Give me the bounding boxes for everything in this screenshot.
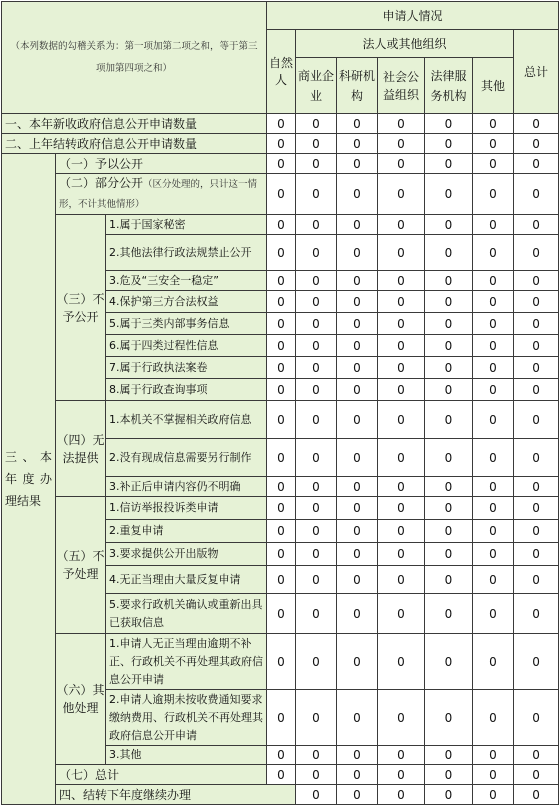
cell-value: 0 (296, 765, 337, 785)
cell-value: 0 (296, 154, 337, 174)
cell-value: 0 (337, 174, 378, 215)
cell-value: 0 (514, 594, 559, 634)
cell-value: 0 (337, 271, 378, 291)
cell-value: 0 (337, 134, 378, 154)
cell-value: 0 (473, 357, 514, 379)
cell-value: 0 (473, 215, 514, 235)
cell-value: 0 (473, 746, 514, 765)
cell-value: 0 (425, 313, 473, 335)
cell-value: 0 (514, 114, 559, 134)
cell-value: 0 (425, 765, 473, 785)
header-research: 科研机构 (337, 58, 378, 114)
cell-value: 0 (473, 401, 514, 439)
cell-value: 0 (378, 520, 425, 543)
cell-value: 0 (337, 785, 378, 805)
cell-value: 0 (514, 746, 559, 765)
cell-value: 0 (267, 746, 296, 765)
cell-value: 0 (473, 594, 514, 634)
cell-value: 0 (337, 543, 378, 566)
cell-value: 0 (514, 154, 559, 174)
cell-value: 0 (337, 765, 378, 785)
cell-value: 0 (296, 520, 337, 543)
cell-value: 0 (378, 765, 425, 785)
cell-value: 0 (337, 215, 378, 235)
cell-value: 0 (514, 520, 559, 543)
cell-value: 0 (425, 271, 473, 291)
cell-value: 0 (337, 379, 378, 401)
group-label-g4: （四）无法提供 (56, 401, 106, 497)
cell-value: 0 (473, 439, 514, 477)
cell-value: 0 (514, 215, 559, 235)
cell-value: 0 (296, 634, 337, 690)
cell-value: 0 (514, 634, 559, 690)
cell-value: 0 (378, 690, 425, 746)
cell-value: 0 (296, 313, 337, 335)
cell-value: 0 (337, 335, 378, 357)
cell-value: 0 (473, 477, 514, 497)
cell-value: 0 (514, 785, 559, 805)
header-other: 其他 (473, 58, 514, 114)
cell-value: 0 (296, 785, 337, 805)
cell-value: 0 (378, 439, 425, 477)
cell-value: 0 (425, 594, 473, 634)
cell-value: 0 (296, 477, 337, 497)
row-label: 5.要求行政机关确认或重新出具已获取信息 (106, 594, 267, 634)
header-note: （本列数据的勾稽关系为：第一项加第二项之和，等于第三项加第四项之和） (2, 2, 267, 114)
cell-value: 0 (514, 765, 559, 785)
cell-value: 0 (473, 335, 514, 357)
cell-value: 0 (514, 477, 559, 497)
cell-value: 0 (425, 357, 473, 379)
table-row (2, 785, 559, 805)
cell-value: 0 (267, 594, 296, 634)
cell-value: 0 (378, 335, 425, 357)
group-label-g6: （六）其他处理 (56, 634, 106, 765)
cell-value: 0 (514, 357, 559, 379)
cell-value: 0 (296, 335, 337, 357)
cell-value: 0 (337, 401, 378, 439)
cell-value: 0 (337, 313, 378, 335)
row-label (56, 174, 267, 215)
cell-value: 0 (425, 746, 473, 765)
group-label-g3: （三）不予公开 (56, 215, 106, 401)
cell-value: 0 (425, 134, 473, 154)
cell-value: 0 (337, 690, 378, 746)
cell-value: 0 (296, 379, 337, 401)
cell-value: 0 (514, 271, 559, 291)
cell-value: 0 (267, 379, 296, 401)
row-label: 1.信访举报投诉类申请 (106, 497, 267, 520)
cell-value: 0 (378, 543, 425, 566)
cell-value: 0 (473, 543, 514, 566)
cell-value: 0 (267, 634, 296, 690)
cell-value: 0 (267, 291, 296, 313)
row-label: 一、本年新收政府信息公开申请数量 (2, 114, 267, 134)
row-label: 4.无正当理由大量反复申请 (106, 566, 267, 594)
row-label: 2.其他法律行政法规禁止公开 (106, 235, 267, 271)
cell-value: 0 (425, 235, 473, 271)
cell-value: 0 (378, 566, 425, 594)
cell-value: 0 (514, 335, 559, 357)
cell-value: 0 (337, 520, 378, 543)
table-row (2, 497, 559, 520)
row-label: 5.属于三类内部事务信息 (106, 313, 267, 335)
cell-value: 0 (473, 520, 514, 543)
row-label: 3.危及“三安全一稳定” (106, 271, 267, 291)
row-label-note: （区分处理的，只计这一情形，不计其他情形） (59, 179, 258, 210)
cell-value: 0 (425, 154, 473, 174)
cell-value: 0 (378, 271, 425, 291)
row-label: （一）予以公开 (56, 154, 267, 174)
cell-value: 0 (514, 134, 559, 154)
row-label: 二、上年结转政府信息公开申请数量 (2, 134, 267, 154)
row-label: 1.属于国家秘密 (106, 215, 267, 235)
cell-value: 0 (473, 291, 514, 313)
cell-value: 0 (514, 291, 559, 313)
cell-value: 0 (473, 313, 514, 335)
cell-value: 0 (473, 497, 514, 520)
cell-value: 0 (267, 313, 296, 335)
row-label: 8.属于行政查询事项 (106, 379, 267, 401)
cell-value: 0 (425, 379, 473, 401)
cell-value: 0 (514, 401, 559, 439)
cell-value: 0 (337, 634, 378, 690)
row-label: 四、结转下年度继续办理 (56, 785, 296, 805)
cell-value: 0 (267, 134, 296, 154)
cell-value: 0 (514, 543, 559, 566)
cell-value: 0 (267, 543, 296, 566)
row-label: 3.要求提供公开出版物 (106, 543, 267, 566)
table-row (2, 401, 559, 439)
cell-value: 0 (425, 215, 473, 235)
cell-value: 0 (337, 477, 378, 497)
cell-value: 0 (296, 114, 337, 134)
cell-value: 0 (378, 313, 425, 335)
cell-value: 0 (514, 235, 559, 271)
cell-value: 0 (473, 690, 514, 746)
cell-value: 0 (296, 401, 337, 439)
cell-value: 0 (267, 497, 296, 520)
cell-value: 0 (378, 497, 425, 520)
cell-value: 0 (337, 235, 378, 271)
cell-value: 0 (267, 566, 296, 594)
cell-value: 0 (514, 690, 559, 746)
cell-value: 0 (267, 690, 296, 746)
group-label-g5: （五）不予处理 (56, 497, 106, 634)
cell-value: 0 (473, 634, 514, 690)
cell-value: 0 (378, 357, 425, 379)
cell-value: 0 (296, 215, 337, 235)
cell-value: 0 (425, 174, 473, 215)
cell-value: 0 (267, 477, 296, 497)
header-total: 总计 (514, 30, 559, 114)
cell-value: 0 (473, 114, 514, 134)
cell-value: 0 (296, 543, 337, 566)
row-label: 3.补正后申请内容仍不明确 (106, 477, 267, 497)
table-row (2, 765, 559, 785)
row-label: 2.重复申请 (106, 520, 267, 543)
cell-value: 0 (473, 566, 514, 594)
cell-value: 0 (378, 401, 425, 439)
cell-value: 0 (337, 439, 378, 477)
cell-value: 0 (337, 114, 378, 134)
cell-value: 0 (296, 690, 337, 746)
row-label: 2.申请人逾期未按收费通知要求缴纳费用、行政机关不再处理其政府信息公开申请 (106, 690, 267, 746)
cell-value: 0 (267, 439, 296, 477)
cell-value: 0 (378, 291, 425, 313)
cell-value: 0 (473, 134, 514, 154)
cell-value: 0 (473, 271, 514, 291)
section3-label: 三、本年度办理结果 (2, 154, 56, 805)
cell-value: 0 (378, 114, 425, 134)
cell-value: 0 (425, 114, 473, 134)
cell-value: 0 (296, 271, 337, 291)
table-row (2, 134, 559, 154)
cell-value: 0 (267, 174, 296, 215)
cell-value: 0 (473, 174, 514, 215)
row-label: 2.没有现成信息需要另行制作 (106, 439, 267, 477)
cell-value: 0 (296, 594, 337, 634)
cell-value: 0 (267, 215, 296, 235)
cell-value: 0 (337, 291, 378, 313)
disclosure-stats-table (1, 1, 559, 805)
cell-value: 0 (267, 114, 296, 134)
cell-value: 0 (514, 566, 559, 594)
cell-value: 0 (267, 520, 296, 543)
cell-value: 0 (337, 154, 378, 174)
cell-value: 0 (378, 379, 425, 401)
cell-value: 0 (296, 357, 337, 379)
cell-value: 0 (425, 634, 473, 690)
cell-value: 0 (514, 379, 559, 401)
cell-value: 0 (425, 690, 473, 746)
table-row (2, 634, 559, 690)
cell-value: 0 (378, 134, 425, 154)
row-label: 6.属于四类过程性信息 (106, 335, 267, 357)
cell-value: 0 (378, 785, 425, 805)
cell-value: 0 (425, 520, 473, 543)
cell-value: 0 (378, 594, 425, 634)
cell-value: 0 (425, 477, 473, 497)
cell-value: 0 (473, 765, 514, 785)
cell-value: 0 (267, 357, 296, 379)
cell-value: 0 (296, 746, 337, 765)
cell-value: 0 (473, 154, 514, 174)
cell-value: 0 (296, 235, 337, 271)
cell-value: 0 (473, 235, 514, 271)
cell-value: 0 (514, 174, 559, 215)
header-applicant-info: 申请人情况 (267, 2, 559, 30)
header-commercial: 商业企业 (296, 58, 337, 114)
cell-value: 0 (267, 335, 296, 357)
cell-value: 0 (337, 594, 378, 634)
row-label: 1.本机关不掌握相关政府信息 (106, 401, 267, 439)
cell-value: 0 (378, 235, 425, 271)
cell-value: 0 (425, 439, 473, 477)
cell-value: 0 (296, 497, 337, 520)
cell-value: 0 (425, 566, 473, 594)
table-row (2, 114, 559, 134)
header-public-welfare: 社会公益组织 (378, 58, 425, 114)
cell-value: 0 (337, 497, 378, 520)
cell-value: 0 (378, 174, 425, 215)
table-row (2, 215, 559, 235)
header-legal-service: 法律服务机构 (425, 58, 473, 114)
cell-value: 0 (514, 313, 559, 335)
cell-value: 0 (425, 497, 473, 520)
row-label-text: （二）部分公开 (59, 176, 144, 190)
cell-value: 0 (378, 477, 425, 497)
header-legal-org-group: 法人或其他组织 (296, 30, 514, 58)
cell-value: 0 (296, 291, 337, 313)
table-row (2, 174, 559, 215)
cell-value: 0 (296, 174, 337, 215)
cell-value: 0 (514, 497, 559, 520)
cell-value: 0 (378, 746, 425, 765)
cell-value: 0 (425, 291, 473, 313)
cell-value: 0 (337, 566, 378, 594)
row-label: 7.属于行政执法案卷 (106, 357, 267, 379)
cell-value: 0 (425, 543, 473, 566)
cell-value: 0 (378, 215, 425, 235)
table-row (2, 154, 559, 174)
cell-value: 0 (378, 154, 425, 174)
cell-value: 0 (337, 357, 378, 379)
cell-value: 0 (267, 235, 296, 271)
cell-value: 0 (337, 746, 378, 765)
cell-value: 0 (267, 271, 296, 291)
cell-value: 0 (267, 765, 296, 785)
row-label: 4.保护第三方合法权益 (106, 291, 267, 313)
cell-value: 0 (425, 785, 473, 805)
row-label: （七）总计 (56, 765, 267, 785)
row-label: 3.其他 (106, 746, 267, 765)
cell-value: 0 (296, 134, 337, 154)
cell-value: 0 (296, 566, 337, 594)
cell-value: 0 (267, 401, 296, 439)
cell-value: 0 (425, 335, 473, 357)
cell-value: 0 (296, 439, 337, 477)
row-label: 1.申请人无正当理由逾期不补正、行政机关不再处理其政府信息公开申请 (106, 634, 267, 690)
cell-value: 0 (378, 634, 425, 690)
cell-value: 0 (425, 401, 473, 439)
cell-value: 0 (267, 154, 296, 174)
cell-value: 0 (514, 439, 559, 477)
cell-value: 0 (473, 785, 514, 805)
header-natural-person: 自然人 (267, 30, 296, 114)
cell-value: 0 (473, 379, 514, 401)
